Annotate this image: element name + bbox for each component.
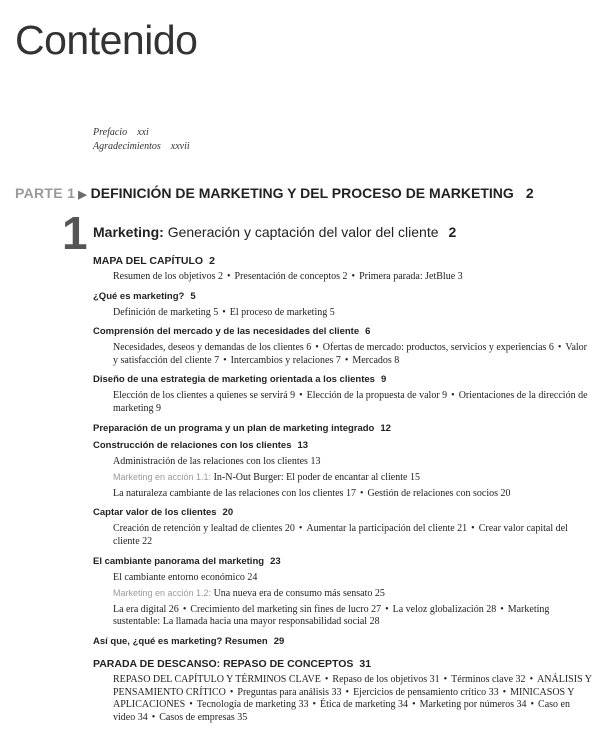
toc-entry[interactable]: La era digital 26 bbox=[113, 603, 179, 615]
section-title: Diseño de una estrategia de marketing orientada a los clientes bbox=[93, 374, 375, 386]
toc-entry[interactable]: La veloz globalización 28 bbox=[392, 603, 497, 615]
toc-entry[interactable]: Creación de retención y lealtad de clientes 20 bbox=[113, 523, 295, 535]
section-heading-diseno[interactable] bbox=[93, 373, 593, 387]
section-page: 12 bbox=[380, 422, 391, 434]
section-page: 31 bbox=[359, 657, 372, 670]
toc-entry[interactable]: Marketing por números 34 bbox=[419, 699, 527, 711]
toc-entry[interactable]: Aumentar la participación del cliente 21 bbox=[306, 523, 468, 535]
entry-list-comprension: Necesidades, deseos y demandas de los clientes 6 • Ofertas de mercado: productos, servicios y experiencias 6 • Valor y satisfacción del cliente 7 • Intercambios y relaciones 7 • Mercados 8 bbox=[113, 342, 588, 366]
section-heading-comprension[interactable] bbox=[93, 325, 593, 339]
toc-entry[interactable]: Tecnología de marketing 33 bbox=[196, 699, 309, 711]
section-title: El cambiante panorama del marketing bbox=[93, 555, 265, 567]
toc-entry[interactable]: Ejercicios de pensamiento crítico 33 bbox=[353, 686, 499, 698]
section-heading-que-es[interactable] bbox=[93, 290, 593, 304]
front-matter-item[interactable] bbox=[93, 140, 190, 154]
toc-entry[interactable]: Gestión de relaciones con socios 20 bbox=[367, 487, 511, 499]
toc-entry[interactable]: ANÁLISIS Y PENSAMIENTO CRÍTICO bbox=[113, 673, 592, 698]
toc-entry[interactable]: Mercados 8 bbox=[352, 354, 400, 366]
part-title: DEFINICIÓN DE MARKETING Y DEL PROCESO DE MARKETING bbox=[90, 185, 514, 201]
toc-entry[interactable]: Una nueva era de consumo más sensato 25 bbox=[213, 588, 385, 600]
page-title: Contenido bbox=[15, 17, 198, 63]
section-title: ¿Qué es marketing? bbox=[93, 290, 185, 302]
toc-entry[interactable]: El cambiante entorno económico 24 bbox=[113, 571, 258, 583]
toc-entry[interactable]: Crecimiento del marketing sin fines de lucro 27 bbox=[190, 603, 382, 615]
section-title: Comprensión del mercado y de las necesidades del cliente bbox=[93, 326, 360, 338]
toc-entry[interactable]: Marketing sustentable: La llamada hacia una mayor responsabilidad social 28 bbox=[113, 603, 550, 628]
toc-entry[interactable]: REPASO DEL CAPÍTULO Y TÉRMINOS CLAVE bbox=[113, 673, 321, 685]
entry-list-captar: Creación de retención y lealtad de clientes 20 • Aumentar la participación del cliente 21 • Crear valor capital del cliente 22 bbox=[113, 523, 568, 547]
entry-list-que-es: Definición de marketing 5 • El proceso de marketing 5 bbox=[113, 306, 335, 318]
toc-entry[interactable]: Necesidades, deseos y demandas de los clientes 6 bbox=[113, 342, 312, 354]
section-page: 13 bbox=[297, 439, 309, 451]
section-title: PARADA DE DESCANSO: REPASO DE CONCEPTOS bbox=[93, 657, 354, 670]
entry-list-construccion: Administración de las relaciones con los clientes 13 Marketing en acción 1.1: In-N-Out Burger: El poder de encantar al cliente 15 La naturaleza cambiante de las relaciones con los clientes 17 • Gestión de relaciones con socios 20 bbox=[113, 455, 511, 499]
toc-entry[interactable]: Elección de la propuesta de valor 9 bbox=[306, 390, 448, 402]
front-matter bbox=[93, 126, 190, 154]
toc-entry[interactable]: Repaso de los objetivos 31 bbox=[332, 673, 440, 685]
section-page: 2 bbox=[209, 255, 215, 267]
toc-entry[interactable]: Términos clave 32 bbox=[451, 673, 526, 685]
section-title: Construcción de relaciones con los clientes bbox=[93, 439, 292, 451]
part-page: 2 bbox=[525, 185, 534, 201]
section-page: 6 bbox=[365, 326, 371, 338]
marketing-en-accion-label: Marketing en acción 1.2: bbox=[113, 588, 212, 599]
toc-entry[interactable]: Ofertas de mercado: productos, servicios y experiencias 6 bbox=[322, 342, 554, 354]
toc-content bbox=[93, 254, 593, 730]
marketing-en-accion-label: Marketing en acción 1.1: bbox=[113, 472, 212, 483]
section-title: MAPA DEL CAPÍTULO bbox=[93, 255, 204, 267]
entry-list-mapa: Resumen de los objetivos 2 • Presentación de conceptos 2 • Primera parada: JetBlue 3 bbox=[113, 271, 463, 282]
part-label: PARTE 1 bbox=[15, 185, 76, 201]
toc-entry[interactable]: Valor y satisfacción del cliente 7 bbox=[113, 342, 588, 366]
toc-entry[interactable]: Casos de empresas 35 bbox=[159, 711, 248, 723]
toc-entry[interactable]: Crear valor capital del cliente 22 bbox=[113, 523, 568, 547]
chapter-number: 1 bbox=[62, 207, 88, 259]
entry-list-panorama: El cambiante entorno económico 24 Marketing en acción 1.2: Una nueva era de consumo más sensato 25 La era digital 26 • Crecimiento del marketing sin fines de lucro 27 • La veloz globalización 28 • Marketing sustentable: La llamada hacia una mayor responsabilidad social 28 bbox=[113, 571, 550, 628]
section-title: Captar valor de los clientes bbox=[93, 507, 217, 519]
front-matter-label: Agradecimientos bbox=[93, 141, 161, 152]
entry-list-parada: REPASO DEL CAPÍTULO Y TÉRMINOS CLAVE • Repaso de los objetivos 31 • Términos clave 32 • ANÁLISIS Y PENSAMIENTO CRÍTICO • Preguntas para análisis 33 • Ejercicios de pensamiento crítico 33 • MINICASOS Y APLICACIONES • Tecnología de marketing 33 • Ética de marketing 34 • Marketing por números 34 • Caso en video 34 • Casos de empresas 35 bbox=[113, 673, 592, 723]
section-page: 20 bbox=[222, 507, 234, 519]
toc-entry[interactable]: MINICASOS Y APLICACIONES bbox=[113, 686, 575, 711]
section-heading-panorama[interactable] bbox=[93, 555, 593, 569]
chapter-title[interactable] bbox=[93, 224, 456, 240]
toc-entry[interactable]: Orientaciones de la dirección de marketing 9 bbox=[113, 390, 588, 414]
section-heading-preparacion[interactable] bbox=[93, 422, 593, 436]
toc-entry[interactable]: Primera parada: JetBlue 3 bbox=[359, 271, 463, 282]
section-heading-mapa[interactable] bbox=[93, 254, 593, 268]
arrow-right-icon: ▶ bbox=[78, 189, 87, 201]
toc-entry[interactable]: Definición de marketing 5 bbox=[113, 306, 219, 318]
chapter-title-rest: Generación y captación del valor del cliente bbox=[167, 224, 439, 240]
entry-list-diseno: Elección de los clientes a quienes se servirá 9 • Elección de la propuesta de valor 9 • Orientaciones de la dirección de marketing 9 bbox=[113, 390, 588, 414]
toc-entry[interactable]: El proceso de marketing 5 bbox=[229, 306, 335, 318]
chapter-page: 2 bbox=[448, 224, 457, 240]
section-page: 5 bbox=[190, 290, 196, 302]
toc-entry[interactable]: Resumen de los objetivos 2 bbox=[113, 271, 223, 282]
section-heading-resumen[interactable] bbox=[93, 635, 593, 649]
front-matter-page: xxvii bbox=[170, 141, 190, 152]
section-heading-parada[interactable] bbox=[93, 657, 593, 671]
toc-entry[interactable]: Administración de las relaciones con los clientes 13 bbox=[113, 455, 321, 467]
front-matter-item[interactable] bbox=[93, 126, 190, 140]
section-page: 23 bbox=[270, 555, 281, 567]
section-page: 29 bbox=[273, 635, 285, 647]
section-title: Preparación de un programa y un plan de marketing integrado bbox=[93, 422, 375, 434]
toc-entry[interactable]: La naturaleza cambiante de las relaciones con los clientes 17 bbox=[113, 487, 356, 499]
toc-entry[interactable]: Presentación de conceptos 2 bbox=[234, 271, 348, 282]
section-heading-construccion[interactable] bbox=[93, 439, 593, 453]
toc-entry[interactable]: Caso en video 34 bbox=[113, 699, 570, 723]
front-matter-label: Prefacio bbox=[93, 127, 128, 138]
toc-entry[interactable]: In-N-Out Burger: El poder de encantar al cliente 15 bbox=[213, 472, 420, 484]
toc-entry[interactable]: Ética de marketing 34 bbox=[320, 699, 409, 711]
part-heading[interactable] bbox=[15, 184, 595, 204]
front-matter-page: xxi bbox=[137, 127, 149, 138]
toc-entry[interactable]: Elección de los clientes a quienes se servirá 9 bbox=[113, 390, 296, 402]
toc-entry[interactable]: Intercambios y relaciones 7 bbox=[230, 354, 341, 366]
section-heading-captar[interactable] bbox=[93, 506, 593, 520]
chapter-title-bold: Marketing: bbox=[93, 224, 164, 240]
section-title: Así que, ¿qué es marketing? Resumen bbox=[93, 635, 268, 647]
toc-entry[interactable]: Preguntas para análisis 33 bbox=[237, 686, 342, 698]
section-page: 9 bbox=[380, 374, 387, 386]
